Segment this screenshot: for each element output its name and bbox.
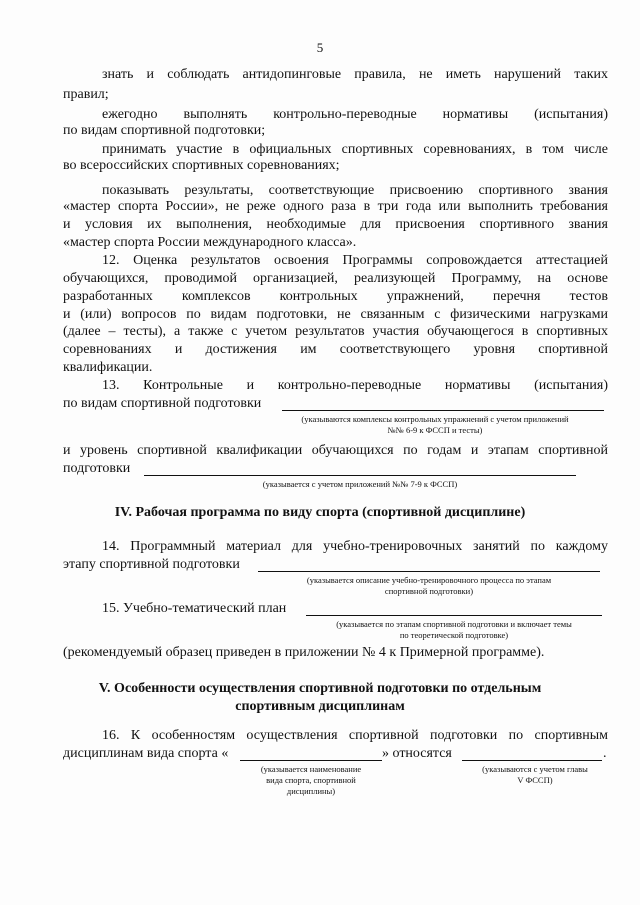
text-line: «мастер спорта России международного класса». xyxy=(63,235,357,250)
section-heading: IV. Рабочая программа по виду спорта (спортивной дисциплине) xyxy=(114,505,526,520)
fill-in-line xyxy=(282,410,604,411)
text-line: (рекомендуемый образец приведен в приложении № 4 к Примерной программе). xyxy=(63,645,545,660)
hint-text: (указывается наименование xyxy=(260,764,362,774)
hint-text: по теоретической подготовке) xyxy=(399,630,509,640)
text-line: квалификации. xyxy=(63,360,153,375)
text-line: правил; xyxy=(63,87,109,102)
hint-text: вида спорта, спортивной xyxy=(266,775,356,785)
period: . xyxy=(603,746,607,761)
hint-text: дисциплины) xyxy=(286,786,336,796)
text-line: 13. Контрольные и контрольно-переводные нормативы (испытания) xyxy=(102,378,608,393)
hint-text: V ФССП) xyxy=(517,775,553,785)
text-line: 16. К особенностям осуществления спортивной подготовки по спортивным xyxy=(102,728,608,743)
text-line: по видам спортивной подготовки; xyxy=(63,123,266,138)
hint-text: спортивной подготовки) xyxy=(384,586,474,596)
section-heading: V. Особенности осуществления спортивной подготовки по отдельным xyxy=(98,681,542,696)
text-line: подготовки xyxy=(63,461,131,476)
text-line: разработанных комплексов контрольных упражнений, перечня тестов xyxy=(63,289,608,304)
text-line: показывать результаты, соответствующие присвоению спортивного звания xyxy=(102,183,608,198)
fill-in-line xyxy=(462,760,602,761)
text-line: соревнованиях и достижения им соответствующего уровня спортивной xyxy=(63,342,608,357)
text-line: » относятся xyxy=(382,746,452,761)
fill-in-line xyxy=(144,475,576,476)
fill-in-line xyxy=(306,615,602,616)
text-line: 14. Программный материал для учебно-тренировочных занятий по каждому xyxy=(102,539,608,554)
hint-text: (указываются комплексы контрольных упражнений с учетом приложений xyxy=(301,414,569,424)
text-line: 12. Оценка результатов освоения Программы сопровождается аттестацией xyxy=(102,253,608,268)
hint-text: №№ 6-9 к ФССП и тесты) xyxy=(387,425,483,435)
text-line: дисциплинам вида спорта « xyxy=(63,746,229,761)
text-line: этапу спортивной подготовки xyxy=(63,557,240,572)
text-line: и условия их выполнения, необходимые для присвоения спортивного звания xyxy=(63,217,608,232)
fill-in-line xyxy=(258,571,600,572)
text-line: знать и соблюдать антидопинговые правила, не иметь нарушений таких xyxy=(102,67,608,82)
section-heading: спортивным дисциплинам xyxy=(235,699,405,714)
text-line: принимать участие в официальных спортивных соревнованиях, в том числе xyxy=(102,142,608,157)
text-line: по видам спортивной подготовки xyxy=(63,396,262,411)
text-line: и (или) вопросов по видам подготовки, не связанным с физическими нагрузками xyxy=(63,307,608,322)
text-line: и уровень спортивной квалификации обучающихся по годам и этапам спортивной xyxy=(63,443,608,458)
text-line: «мастер спорта России», не реже одного раза в три года или выполнить требования xyxy=(63,199,608,214)
text-line: 15. Учебно-тематический план xyxy=(102,601,287,616)
hint-text: (указываются с учетом главы xyxy=(482,764,588,774)
text-line: обучающихся, проводимой организацией, реализующей Программу, на основе xyxy=(63,271,608,286)
text-line: ежегодно выполнять контрольно-переводные нормативы (испытания) xyxy=(102,107,608,122)
text-line: во всероссийских спортивных соревнованиях; xyxy=(63,158,340,173)
hint-text: (указывается по этапам спортивной подготовки и включает темы xyxy=(336,619,572,629)
fill-in-line xyxy=(240,760,382,761)
page-number: 5 xyxy=(316,40,324,55)
hint-text: (указывается описание учебно-тренировочного процесса по этапам xyxy=(306,575,552,585)
hint-text: (указывается с учетом приложений №№ 7-9 к ФССП) xyxy=(262,479,458,489)
text-line: (далее – тесты), а также с учетом результатов участия обучающегося в спортивных xyxy=(63,324,608,339)
